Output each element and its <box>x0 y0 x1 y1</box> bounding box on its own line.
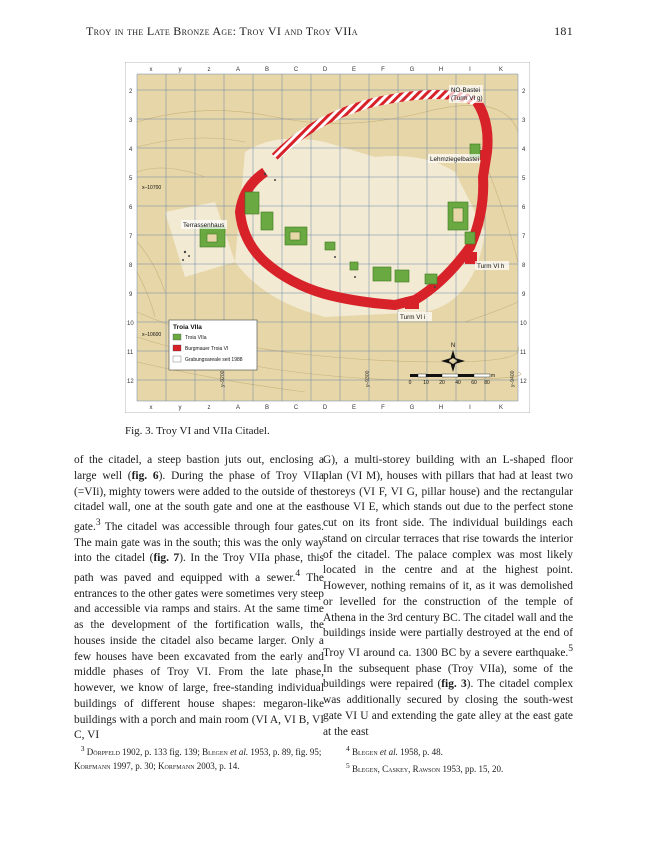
footnote-4: $^4$ Blegen et al. 1958, p. 48. <box>346 744 443 757</box>
footnote-number: 4 <box>346 744 350 753</box>
grid-col-label: y <box>178 405 182 411</box>
label-coord-x2: x–10600 <box>142 332 162 338</box>
text-column-left <box>74 453 324 744</box>
scale-tick: 40 <box>455 380 461 386</box>
grid-col-label: A <box>235 67 241 73</box>
running-header <box>86 24 573 39</box>
grid-col-label: G <box>409 67 415 73</box>
label-coord-y2: y–9300 <box>365 370 371 387</box>
legend-title: Troia VIIa <box>173 324 202 331</box>
footnote-ref[interactable]: 4 <box>295 569 301 580</box>
grid-row-label: 4 <box>522 147 526 153</box>
grid-row-label: 10 <box>520 321 527 327</box>
paragraph: G), a multi-storey building with an L-shaped floor plan (VI M), houses with pillars that had at least two storeys (VI F, VI G, pillar house) and the rectangular house VI E, which stands out due to the perfect stone cut on its front side. The individual buildings each stand on circular terraces that rise towards the interior of the citadel. The palace complex was most likely located in the centre and at the highest point. However, nothing remains of it, as it was demolished or levelled for the construction of the temple of Athena in the 3rd century BC. The citadel wall and the buildings inside were partially destroyed at the end of Troy VI around ca. 1300 BC by a severe earthquake.$^5$ In the subsequent phase (Troy VIIa), some of the buildings were repaired (fig. 3). The citadel complex was additionally secured by closing the south-west gate VI U and extending the gate alley at the east gate at the east <box>323 454 574 738</box>
legend-item-label: Grabungsareale seit 1988 <box>185 357 243 363</box>
label-terrassenhaus: Terrassenhaus <box>183 222 225 229</box>
footnote-ref[interactable]: 5 <box>568 644 573 654</box>
page-number: 181 <box>554 24 573 38</box>
label-turm-vi-h: Turm VI h <box>477 263 505 270</box>
scale-tick: 60 <box>471 380 477 386</box>
grid-row-label: 3 <box>129 118 133 124</box>
paragraph: of the citadel, a steep bastion juts out, enclosing a large well (fig. 6). During the phase of Troy VIIa (=VIi), mighty towers were added to the outside of the citadel wall, one at the south gate and one at the east gate.$^3$ The citadel was accessible through four gates. The main gate was in the south; this was the only way into the citadel (fig. 7). In the Troy VIIa phase, this path was paved and equipped with a sewer.$^4$ The entrances to the other gates were sometimes very steep and accessible via ramps and stairs. At the same time as the development of the fortification walls, the houses inside the citadel also became larger. Only a few houses have been excavated from the early and middle phases of Troy VI. From the late phase, however, we know of large, free-standing individual buildings of different house shapes: megaron-like buildings with a porch and main room (VI A, VI B, VI C, VI <box>74 454 324 742</box>
grid-col-label: F <box>381 67 385 73</box>
grid-col-label: H <box>438 67 444 73</box>
label-lehmziegelbastei: Lehmziegelbastei <box>430 156 480 163</box>
figure-caption: Fig. 3. Troy VI and VIIa Citadel. <box>125 425 270 437</box>
grid-col-label: x <box>149 405 153 411</box>
scale-unit: m <box>490 373 496 379</box>
label-no-bastei: NO-Bastei <box>451 87 481 94</box>
label-coord-y3: y–9400 <box>510 370 516 387</box>
legend-swatch-excavation <box>173 356 181 362</box>
citadel-map <box>125 62 530 413</box>
grid-row-label: 5 <box>129 176 133 182</box>
legend-swatch-wall <box>173 345 181 351</box>
grid-col-label: E <box>351 405 357 411</box>
grid-col-label: A <box>235 405 241 411</box>
grid-col-label: I <box>469 405 471 411</box>
grid-col-label: D <box>322 67 328 73</box>
running-title: Troy in the Late Bronze Age: Troy VI and Troy VIIa <box>86 24 358 38</box>
grid-row-label: 2 <box>522 89 526 95</box>
grid-col-label: E <box>351 67 357 73</box>
text-column-right <box>323 453 573 740</box>
scale-tick: 0 <box>408 380 412 386</box>
grid-row-label: 8 <box>129 263 133 269</box>
grid-col-label: B <box>264 67 270 73</box>
scale-tick: 10 <box>423 380 429 386</box>
label-coord-x1: x–10700 <box>142 185 162 191</box>
label-coord-y1: y–9200 <box>220 370 226 387</box>
grid-row-label: 7 <box>522 234 526 240</box>
grid-row-label: 2 <box>129 89 133 95</box>
grid-col-label: I <box>469 67 471 73</box>
grid-row-label: 12 <box>127 379 134 385</box>
footnote-3: $^3$ Dörpfeld 1902, p. 133 fig. 139; Blegen et al. 1953, p. 89, fig. 95; Korfmann 1997, p. 30; Korfmann 2003, p. 14. <box>74 744 322 771</box>
footnote-number: 5 <box>346 761 350 770</box>
legend-swatch-viia <box>173 334 181 340</box>
grid-row-label: 10 <box>127 321 134 327</box>
grid-col-label: F <box>381 405 385 411</box>
grid-col-label: C <box>293 67 299 73</box>
footnote-number: 3 <box>80 744 85 753</box>
grid-row-label: 4 <box>129 147 133 153</box>
north-label: N <box>450 343 456 349</box>
footnote-ref[interactable]: 3 <box>95 518 101 528</box>
label-turm-vi-g: (Turm VI g) <box>451 95 483 102</box>
grid-col-label: H <box>438 405 444 411</box>
grid-col-label: z <box>207 405 211 411</box>
footnote-5: $^5$ Blegen, Caskey, Rawson 1953, pp. 15, 20. <box>346 761 504 774</box>
grid-col-label: z <box>207 67 211 73</box>
legend-item-label: Troia VIIa <box>185 335 207 341</box>
scale-tick: 20 <box>439 380 445 386</box>
figure-reference[interactable]: fig. 7 <box>153 552 180 565</box>
grid-col-label: G <box>409 405 415 411</box>
grid-row-label: 11 <box>520 350 527 356</box>
grid-row-label: 6 <box>129 205 133 211</box>
scale-tick: 80 <box>484 380 490 386</box>
grid-col-label: K <box>498 67 504 73</box>
footnotes-4-5 <box>346 742 576 776</box>
legend-item-label: Burgmauer Troia VI <box>185 346 229 352</box>
grid-row-label: 6 <box>522 205 526 211</box>
grid-row-label: 8 <box>522 263 526 269</box>
figure-reference[interactable]: fig. 3 <box>441 678 467 691</box>
grid-row-label: 7 <box>129 234 133 240</box>
label-turm-vi-i: Turm VI i <box>400 314 426 321</box>
figure-reference[interactable]: fig. 6 <box>131 469 159 482</box>
grid-row-label: 9 <box>522 292 526 298</box>
grid-row-label: 11 <box>127 350 134 356</box>
citadel-map-figure <box>125 62 530 413</box>
grid-row-label: 12 <box>520 379 527 385</box>
map-legend <box>169 320 257 370</box>
grid-col-label: y <box>178 67 182 73</box>
grid-row-label: 9 <box>129 292 133 298</box>
grid-col-label: x <box>149 67 153 73</box>
grid-col-label: C <box>293 405 299 411</box>
grid-row-label: 3 <box>522 118 526 124</box>
grid-col-label: D <box>322 405 328 411</box>
grid-col-label: K <box>498 405 504 411</box>
grid-row-label: 5 <box>522 176 526 182</box>
tower-vi-i <box>405 297 419 309</box>
grid-col-label: B <box>264 405 270 411</box>
